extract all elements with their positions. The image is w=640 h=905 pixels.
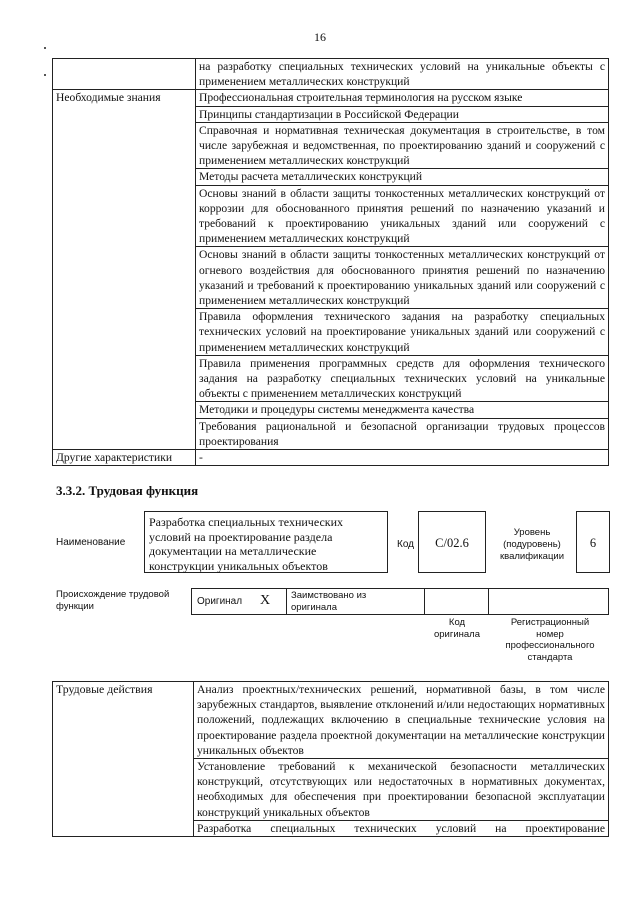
other-value: - bbox=[196, 450, 609, 466]
table-row bbox=[53, 450, 609, 466]
original-code-label: Код оригинала bbox=[433, 617, 480, 640]
origin-divider bbox=[424, 588, 425, 615]
table-row bbox=[53, 682, 609, 759]
origin-divider bbox=[488, 588, 489, 615]
origin-row bbox=[191, 588, 609, 615]
knowledge-item: Основы знаний в области защиты тонкостенных металлических конструкций от коррозии для обоснованного принятия решений по назначению указаний и требований к проектированию уникальных зданий или сооружений с применением металлических конструкций bbox=[196, 185, 609, 247]
knowledge-label: Необходимые знания bbox=[53, 90, 196, 450]
code-label: Код bbox=[397, 539, 415, 550]
level-label: Уровень (подуровень) квалификации bbox=[499, 527, 565, 562]
function-name: Разработка специальных технических условий на проектирование раздела документации на металлические конструкции уникальных объектов bbox=[149, 515, 344, 573]
actions-label: Трудовые действия bbox=[53, 682, 194, 837]
level-box bbox=[576, 511, 610, 573]
knowledge-item: Методики и процедуры системы менеджмента качества bbox=[196, 402, 609, 418]
label-cell bbox=[53, 59, 196, 90]
original-label: Оригинал bbox=[197, 596, 243, 607]
action-item: Установление требований к механической безопасности металлических конструкций, отсутствующих или недостаточных в нормативных документах, необходимых для обеспечения при проектировании безопасной эксплуатации конструкций уникальных объектов bbox=[194, 759, 609, 821]
knowledge-item: Правила применения программных средств для оформления технического задания на разработку специальных технических условий на уникальные объекты с применением металлических конструкций bbox=[196, 355, 609, 402]
knowledge-item: Методы расчета металлических конструкций bbox=[196, 169, 609, 185]
scan-mark bbox=[44, 74, 46, 76]
level-value: 6 bbox=[589, 536, 597, 550]
scan-mark bbox=[44, 47, 46, 49]
knowledge-item: Принципы стандартизации в Российской Федерации bbox=[196, 106, 609, 122]
table-row bbox=[53, 59, 609, 90]
knowledge-item: Справочная и нормативная техническая документация в строительстве, в том числе зарубежная и ведомственная, по проектированию зданий и сооружений с применением металлических конструкций bbox=[196, 122, 609, 169]
action-item: Анализ проектных/технических решений, нормативной базы, в том числе зарубежных стандартов, выявление отклонений и/или недостающих нормативных положений, подлежащих включению в специальные технические условия на проектирование раздела проектной документации на металлические конструкции уникальных объектов bbox=[194, 682, 609, 759]
knowledge-item: Требования рациональной и безопасной организации трудовых процессов проектирования bbox=[196, 418, 609, 449]
function-name-box bbox=[144, 511, 388, 573]
other-label: Другие характеристики bbox=[53, 450, 196, 466]
table-row bbox=[53, 90, 609, 106]
registration-label: Регистрационный номер профессионального стандарта bbox=[505, 617, 595, 663]
page-number: 16 bbox=[314, 30, 326, 44]
origin-divider bbox=[286, 588, 287, 615]
knowledge-table bbox=[52, 58, 609, 466]
knowledge-item: Основы знаний в области защиты тонкостенных металлических конструкций от огневого воздействия для обоснованного принятия решений по назначению указаний и требований к проектированию уникальных зданий или сооружений с применением металлических конструкций bbox=[196, 247, 609, 309]
original-mark: X bbox=[260, 593, 271, 608]
name-label: Наименование bbox=[56, 537, 126, 548]
borrowed-label: Заимствовано из оригинала bbox=[291, 590, 367, 613]
continuation-text: на разработку специальных технических условий на уникальные объекты с применением металлических конструкций bbox=[196, 59, 609, 90]
code-value: C/02.6 bbox=[435, 536, 469, 550]
actions-table bbox=[52, 681, 609, 837]
action-item: Разработка специальных технических условий на проектирование bbox=[194, 820, 609, 836]
origin-label: Происхождение трудовой функции bbox=[56, 589, 170, 612]
knowledge-item: Профессиональная строительная терминология на русском языке bbox=[196, 90, 609, 106]
knowledge-item: Правила оформления технического задания на разработку специальных технических условий на проектирование уникальных зданий или сооружений с применением металлических конструкций bbox=[196, 309, 609, 356]
code-box bbox=[418, 511, 486, 573]
section-heading: 3.3.2. Трудовая функция bbox=[56, 483, 199, 498]
